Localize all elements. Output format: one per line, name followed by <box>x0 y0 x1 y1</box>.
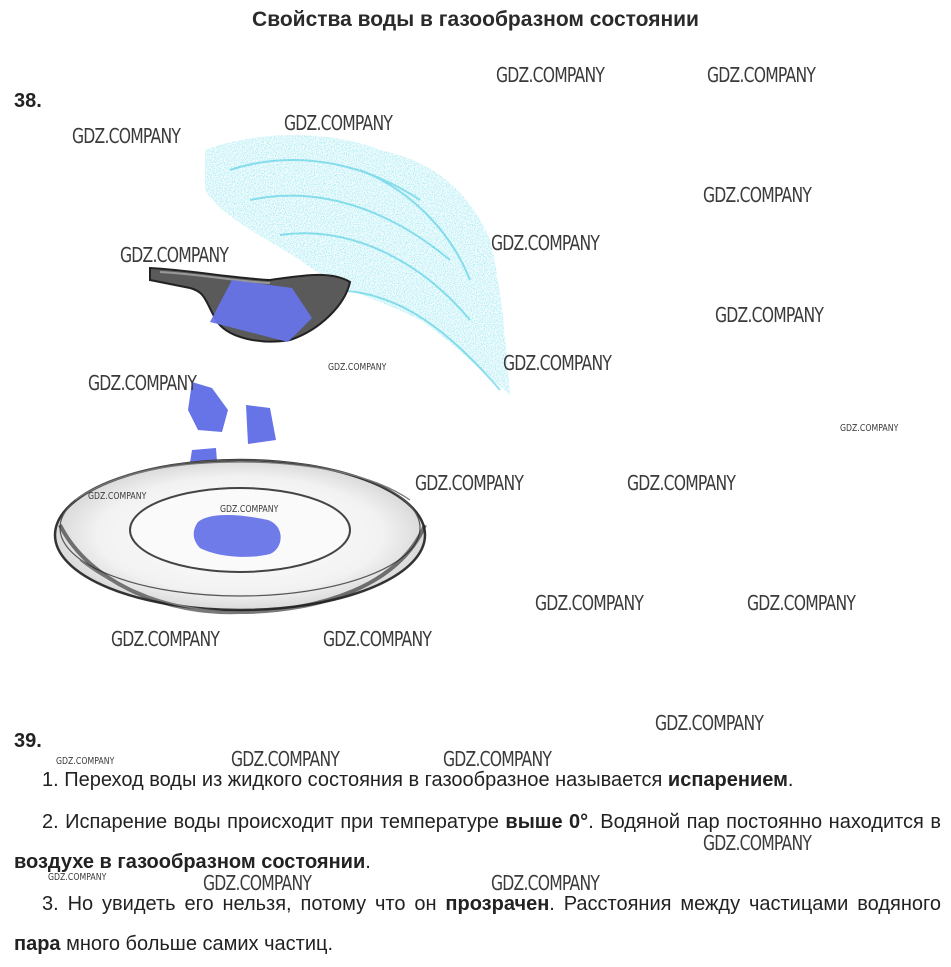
watermark: GDZ.COMPANY <box>715 303 824 327</box>
answer-paragraph-3 <box>14 884 941 964</box>
watermark: GDZ.COMPANY <box>284 111 393 135</box>
answer-text: . <box>365 851 371 873</box>
watermark: GDZ.COMPANY <box>535 591 644 615</box>
answer-keyword: прозрачен <box>445 893 550 915</box>
watermark: GDZ.COMPANY <box>203 871 312 895</box>
watermark: GDZ.COMPANY <box>415 471 524 495</box>
watermark: GDZ.COMPANY <box>323 627 432 651</box>
answer-keyword: воздухе в газообразном состоянии <box>14 851 366 873</box>
page-title: Свойства воды в газообразном состоянии <box>252 8 699 31</box>
answer-keyword: пара <box>14 933 61 955</box>
watermark: GDZ.COMPANY <box>56 756 115 767</box>
watermark: GDZ.COMPANY <box>443 747 552 771</box>
watermark: GDZ.COMPANY <box>703 183 812 207</box>
answer-paragraph-1 <box>14 760 941 800</box>
watermark: GDZ.COMPANY <box>48 872 107 883</box>
answer-text: 3. Но увидеть его нельзя, потому что он <box>42 893 446 915</box>
answer-text: 1. Переход воды из жидкого состояния в газообразное называется <box>42 769 668 791</box>
watermark: GDZ.COMPANY <box>627 471 736 495</box>
watermark: GDZ.COMPANY <box>703 831 812 855</box>
answer-text: много больше самих частиц. <box>60 933 333 955</box>
watermark: GDZ.COMPANY <box>491 871 600 895</box>
watermark: GDZ.COMPANY <box>88 371 197 395</box>
watermark: GDZ.COMPANY <box>120 243 229 267</box>
watermark: GDZ.COMPANY <box>503 351 612 375</box>
answer-text: 2. Испарение воды происходит при температуре <box>42 811 506 833</box>
watermark: GDZ.COMPANY <box>496 63 605 87</box>
watermark: GDZ.COMPANY <box>328 362 387 373</box>
task-number-39: 39. <box>14 730 42 752</box>
watermark: GDZ.COMPANY <box>220 504 279 515</box>
watermark: GDZ.COMPANY <box>840 423 899 434</box>
watermark: GDZ.COMPANY <box>747 591 856 615</box>
watermark: GDZ.COMPANY <box>231 747 340 771</box>
answer-keyword: испарением <box>667 769 788 791</box>
answer-keyword: выше 0° <box>505 811 589 833</box>
answer-paragraph-2 <box>14 802 941 882</box>
watermark: GDZ.COMPANY <box>111 627 220 651</box>
watermark: GDZ.COMPANY <box>491 231 600 255</box>
answer-text: . Расстояния между частицами водяного <box>549 893 941 915</box>
answer-text: . Водяной пар постоянно находится в <box>588 811 941 833</box>
watermark: GDZ.COMPANY <box>72 124 181 148</box>
task-number-38: 38. <box>14 90 42 112</box>
watermark: GDZ.COMPANY <box>707 63 816 87</box>
answer-text: . <box>787 769 794 791</box>
water-drop <box>246 405 276 444</box>
watermark: GDZ.COMPANY <box>655 711 764 735</box>
watermark: GDZ.COMPANY <box>88 491 147 502</box>
plate-water <box>194 515 281 557</box>
